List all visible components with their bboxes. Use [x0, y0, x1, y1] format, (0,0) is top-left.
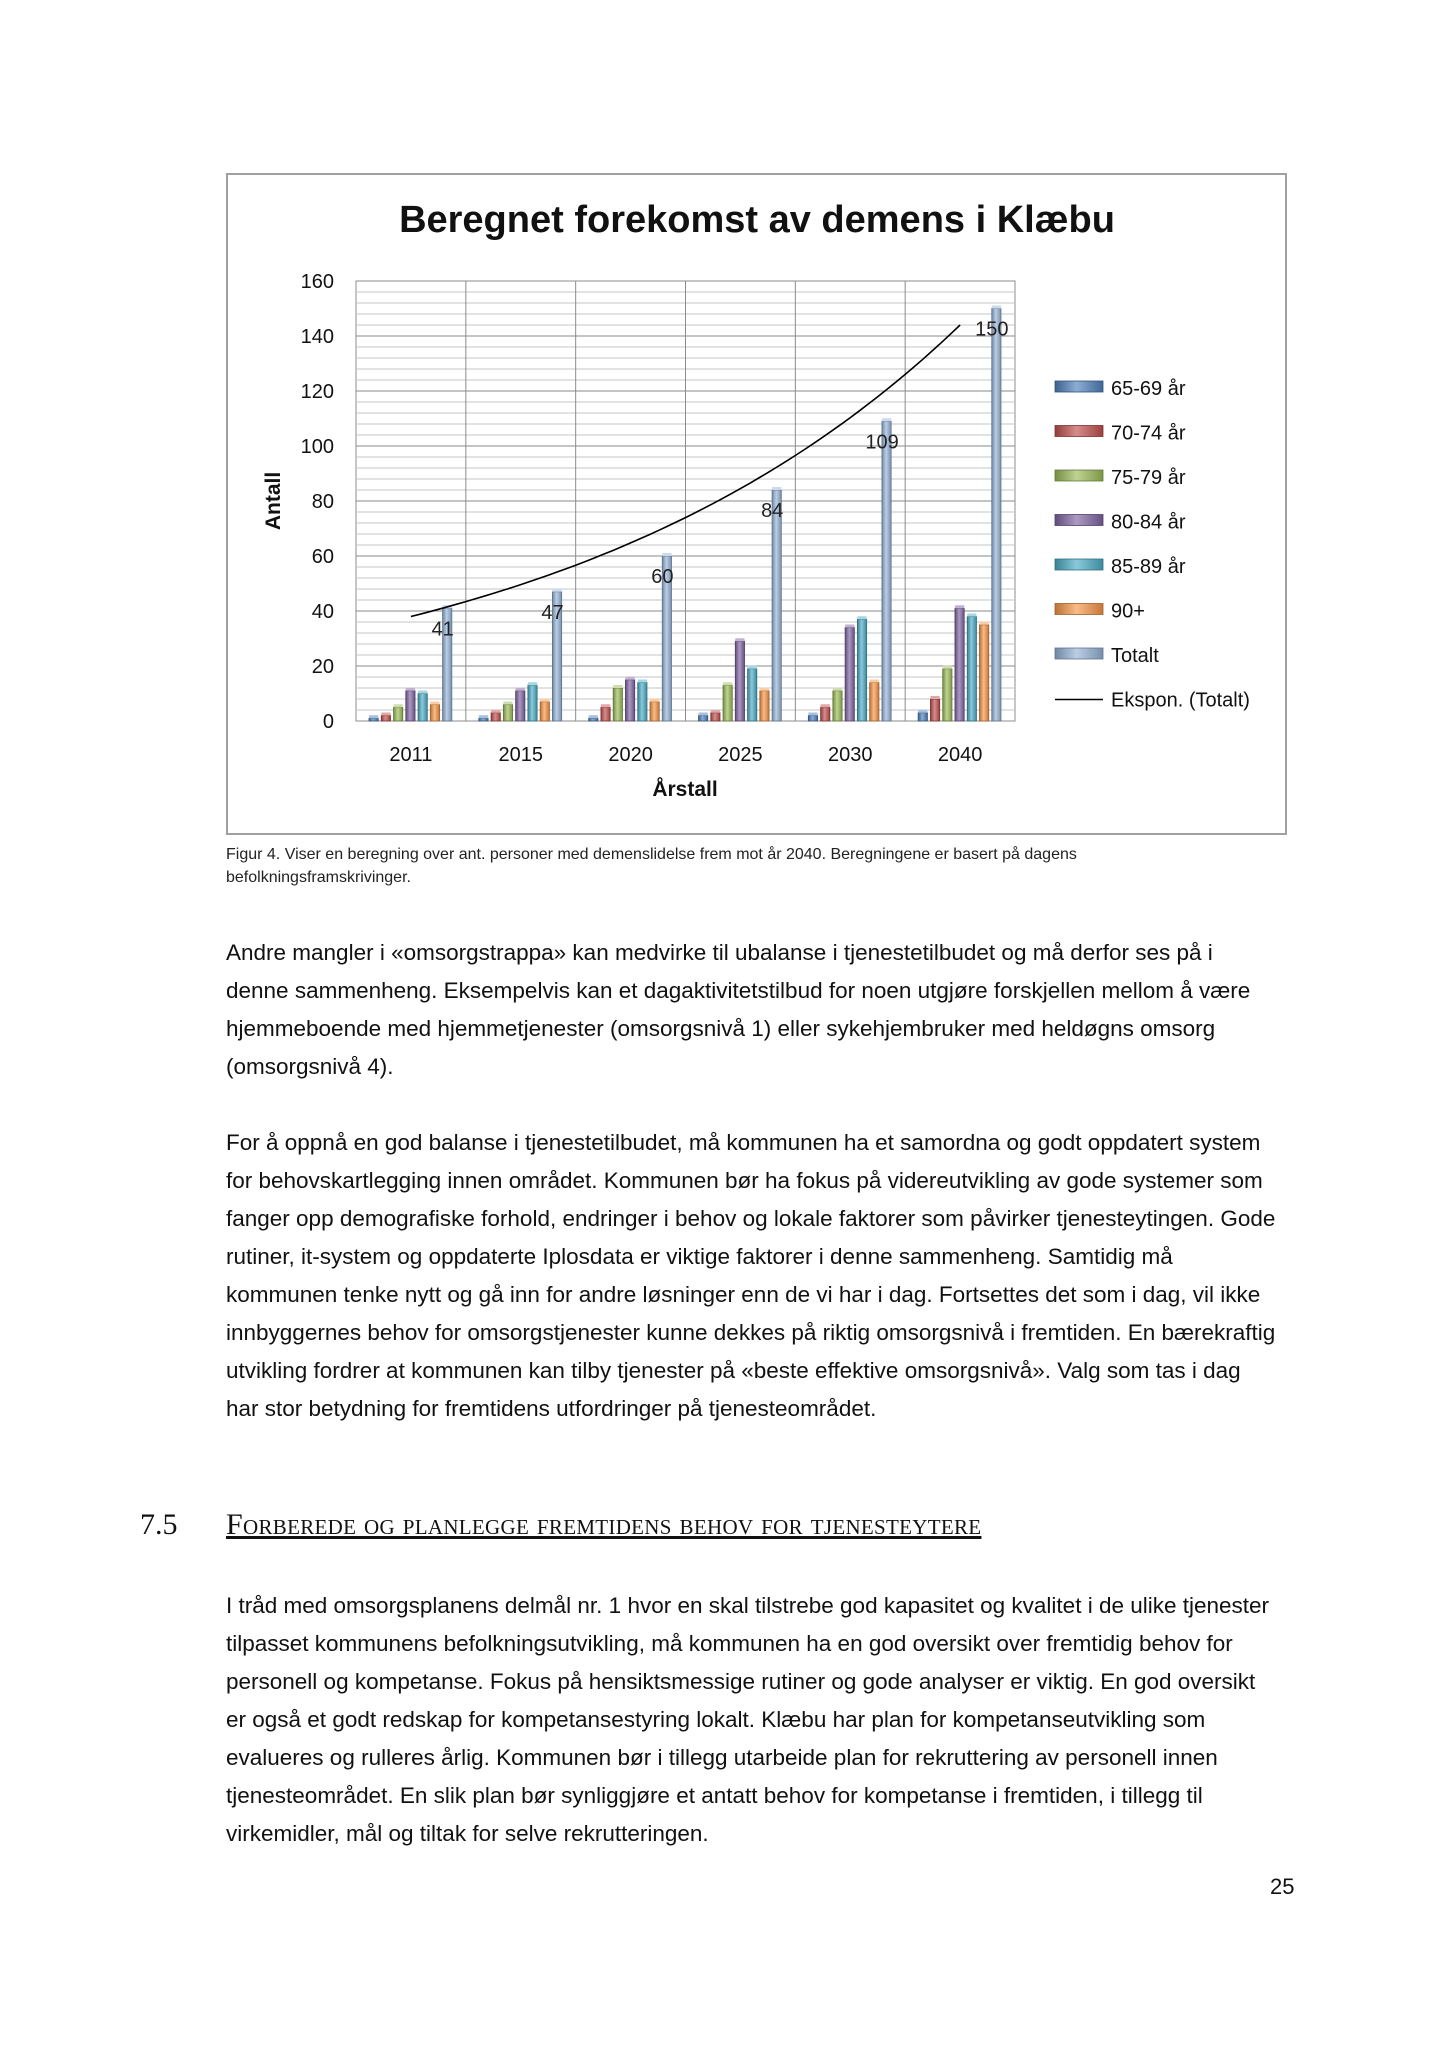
legend-swatch-75-79 år	[1055, 470, 1103, 481]
legend-label: 70-74 år	[1111, 422, 1186, 445]
bar-top-90+	[979, 622, 988, 625]
bar-top-65-69 år	[369, 715, 378, 718]
bar-85-89 år	[748, 669, 757, 721]
bar-top-70-74 år	[711, 710, 720, 713]
bar-top-75-79 år	[833, 688, 842, 691]
legend-label: Totalt	[1111, 645, 1159, 667]
y-tick-label: 40	[311, 601, 334, 623]
bar-top-75-79 år	[943, 666, 952, 669]
bar-top-85-89 år	[748, 666, 757, 669]
bar-85-89 år	[857, 619, 866, 721]
bar-75-79 år	[503, 705, 512, 722]
page-number: 25	[1270, 1874, 1295, 1899]
bar-top-70-74 år	[601, 704, 610, 707]
bar-top-Totalt	[772, 487, 781, 490]
data-label: 60	[651, 566, 674, 588]
bar-top-70-74 år	[930, 696, 939, 699]
legend-swatch-65-69 år	[1055, 381, 1103, 392]
x-tick-label: 2011	[389, 744, 433, 766]
section-title: Forberede og planlegge fremtidens behov for tjenesteytere	[226, 1508, 982, 1541]
bar-top-65-69 år	[589, 715, 598, 718]
bar-Totalt	[992, 309, 1001, 722]
bar-top-65-69 år	[808, 713, 817, 716]
bar-top-80-84 år	[845, 625, 854, 628]
bar-75-79 år	[394, 707, 403, 721]
bar-top-70-74 år	[491, 710, 500, 713]
bar-90+	[979, 625, 988, 721]
legend-swatch-Totalt	[1055, 648, 1103, 659]
bar-top-75-79 år	[503, 702, 512, 705]
legend-swatch-90+	[1055, 604, 1103, 615]
legend-label: 75-79 år	[1111, 467, 1186, 489]
bar-80-84 år	[845, 628, 854, 722]
bar-65-69 år	[589, 718, 598, 721]
bar-70-74 år	[930, 699, 939, 721]
bar-Totalt	[772, 490, 781, 721]
x-tick-label: 2030	[828, 744, 873, 766]
bar-top-90+	[430, 702, 439, 705]
bar-top-80-84 år	[955, 605, 964, 608]
bar-top-90+	[870, 680, 879, 683]
paragraph-omsorgstrappa: Andre mangler i «omsorgstrappa» kan medvirke til ubalanse i tjenestetilbudet og må derfor ses på i denne sammenheng. Eksempelvis kan et dagaktivitetstilbud for noen utgjøre forskjellen mellom å være hjemmeboende med hjemmetjenester (omsorgsnivå 1) eller sykehjembruker med heldøgns omsorg (omsorgsnivå 4).	[226, 940, 1251, 1079]
bar-top-70-74 år	[821, 704, 830, 707]
bar-65-69 år	[808, 716, 817, 722]
x-axis-label: Årstall	[652, 778, 718, 801]
bar-75-79 år	[723, 685, 732, 721]
bar-top-85-89 år	[857, 616, 866, 619]
bar-80-84 år	[516, 691, 525, 721]
y-tick-label: 20	[311, 656, 334, 678]
bar-top-80-84 år	[625, 677, 634, 680]
bar-top-90+	[540, 699, 549, 702]
bar-top-85-89 år	[418, 691, 427, 694]
bar-80-84 år	[955, 608, 964, 721]
bar-65-69 år	[479, 718, 488, 721]
bar-top-90+	[650, 699, 659, 702]
x-tick-label: 2025	[718, 744, 763, 766]
y-tick-label: 100	[300, 436, 334, 458]
legend-label: 80-84 år	[1111, 511, 1186, 534]
bar-top-65-69 år	[699, 713, 708, 716]
legend-swatch-70-74 år	[1055, 426, 1103, 437]
bar-85-89 år	[418, 694, 427, 722]
y-tick-label: 160	[300, 271, 334, 293]
bar-top-80-84 år	[516, 688, 525, 691]
bar-top-Totalt	[552, 589, 561, 592]
paragraph-balanse: For å oppnå en god balanse i tjenestetilbudet, må kommunen ha et samordna og godt oppdatert system for behovskartlegging innen området. Kommunen bør ha fokus på videreutvikling av gode systemer som fanger opp demografiske forhold, endringer i behov og lokale faktorer som påvirker tjenesteytingen. Gode rutiner, it-system og oppdaterte Iplosdata er viktige faktorer i denne sammenheng. Samtidig må kommunen tenke nytt og gå inn for andre løsninger enn de vi har i dag. Fortsettes det som i dag, vil ikke innbyggernes behov for omsorgstjenester kunne dekkes på riktig omsorgsnivå i fremtiden. En bærekraftig utvikling fordrer at kommunen kan tilby tjenester på «beste effektive omsorgsnivå». Valg som tas i dag har stor betydning for fremtidens utfordringer på tjenesteområdet.	[226, 1130, 1276, 1421]
bar-70-74 år	[491, 713, 500, 721]
bar-75-79 år	[833, 691, 842, 721]
bar-80-84 år	[735, 641, 744, 721]
bar-top-75-79 år	[394, 704, 403, 707]
bar-85-89 år	[528, 685, 537, 721]
bar-75-79 år	[943, 669, 952, 721]
bar-top-Totalt	[662, 553, 671, 556]
y-tick-label: 80	[311, 491, 334, 513]
bar-top-85-89 år	[528, 682, 537, 685]
y-axis-label: Antall	[262, 471, 285, 531]
bar-top-Totalt	[992, 306, 1001, 309]
y-tick-label: 120	[300, 381, 334, 403]
legend-label: 90+	[1111, 600, 1145, 623]
bar-65-69 år	[369, 718, 378, 721]
bar-65-69 år	[699, 716, 708, 722]
bar-top-80-84 år	[735, 638, 744, 641]
paragraph-kompetanse: I tråd med omsorgsplanens delmål nr. 1 hvor en skal tilstrebe god kapasitet og kvalitet i de ulike tjenester tilpasset kommunens befolkningsutvikling, må kommunen ha en god oversikt over fremtidig behov for personell og kompetanse. Fokus på hensiktsmessige rutiner og gode analyser er viktig. En god oversikt er også et godt redskap for kompetansestyring lokalt. Klæbu har plan for kompetanseutvikling som evalueres og rulleres årlig. Kommunen bør i tillegg utarbeide plan for rekruttering av personell innen tjenesteområdet. En slik plan bør synliggjøre et antatt behov for kompetanse i fremtiden, i tillegg til virkemidler, mål og tiltak for selve rekrutteringen.	[226, 1593, 1270, 1846]
bar-top-90+	[760, 688, 769, 691]
bar-75-79 år	[613, 688, 622, 721]
data-label: 84	[761, 500, 784, 522]
bar-90+	[760, 691, 769, 721]
bar-70-74 år	[711, 713, 720, 721]
bar-top-85-89 år	[638, 680, 647, 683]
legend-label: Ekspon. (Totalt)	[1111, 689, 1250, 712]
bar-90+	[870, 683, 879, 722]
y-tick-label: 140	[300, 326, 334, 348]
x-tick-label: 2015	[498, 744, 543, 766]
legend-swatch-80-84 år	[1055, 515, 1103, 526]
bar-70-74 år	[601, 707, 610, 721]
bar-90+	[540, 702, 549, 721]
x-tick-label: 2020	[608, 744, 653, 766]
bar-top-80-84 år	[406, 688, 415, 691]
bar-top-75-79 år	[613, 685, 622, 688]
data-label: 41	[431, 618, 454, 641]
bar-top-75-79 år	[723, 682, 732, 685]
legend-label: 65-69 år	[1111, 378, 1186, 400]
dementia-chart	[228, 175, 1285, 833]
bar-top-Totalt	[882, 418, 891, 421]
data-label: 47	[541, 601, 564, 624]
bar-top-65-69 år	[479, 715, 488, 718]
data-label: 150	[975, 318, 1009, 341]
bar-90+	[650, 702, 659, 721]
bar-85-89 år	[967, 617, 976, 722]
bar-90+	[430, 705, 439, 722]
section-number: 7.5	[140, 1508, 178, 1541]
data-label: 109	[865, 431, 899, 454]
bar-top-65-69 år	[918, 710, 927, 713]
chart-title: Beregnet forekomst av demens i Klæbu	[399, 199, 1115, 241]
y-tick-label: 0	[322, 711, 334, 733]
legend-label: 85-89 år	[1111, 556, 1186, 578]
bar-top-85-89 år	[967, 614, 976, 617]
x-tick-label: 2040	[937, 744, 983, 766]
legend-swatch-85-89 år	[1055, 559, 1103, 570]
bar-80-84 år	[625, 680, 634, 721]
bar-70-74 år	[381, 716, 390, 722]
y-tick-label: 60	[311, 546, 334, 568]
bar-70-74 år	[821, 707, 830, 721]
bar-85-89 år	[638, 683, 647, 722]
bar-80-84 år	[406, 691, 415, 721]
figure-caption: Figur 4. Viser en beregning over ant. personer med demenslidelse frem mot år 2040. Beregningene er basert på dagens befolkningsframskrivinger.	[226, 846, 1077, 886]
bar-65-69 år	[918, 713, 927, 721]
bar-Totalt	[882, 421, 891, 721]
bar-top-70-74 år	[381, 713, 390, 716]
chart-frame	[226, 173, 1287, 835]
